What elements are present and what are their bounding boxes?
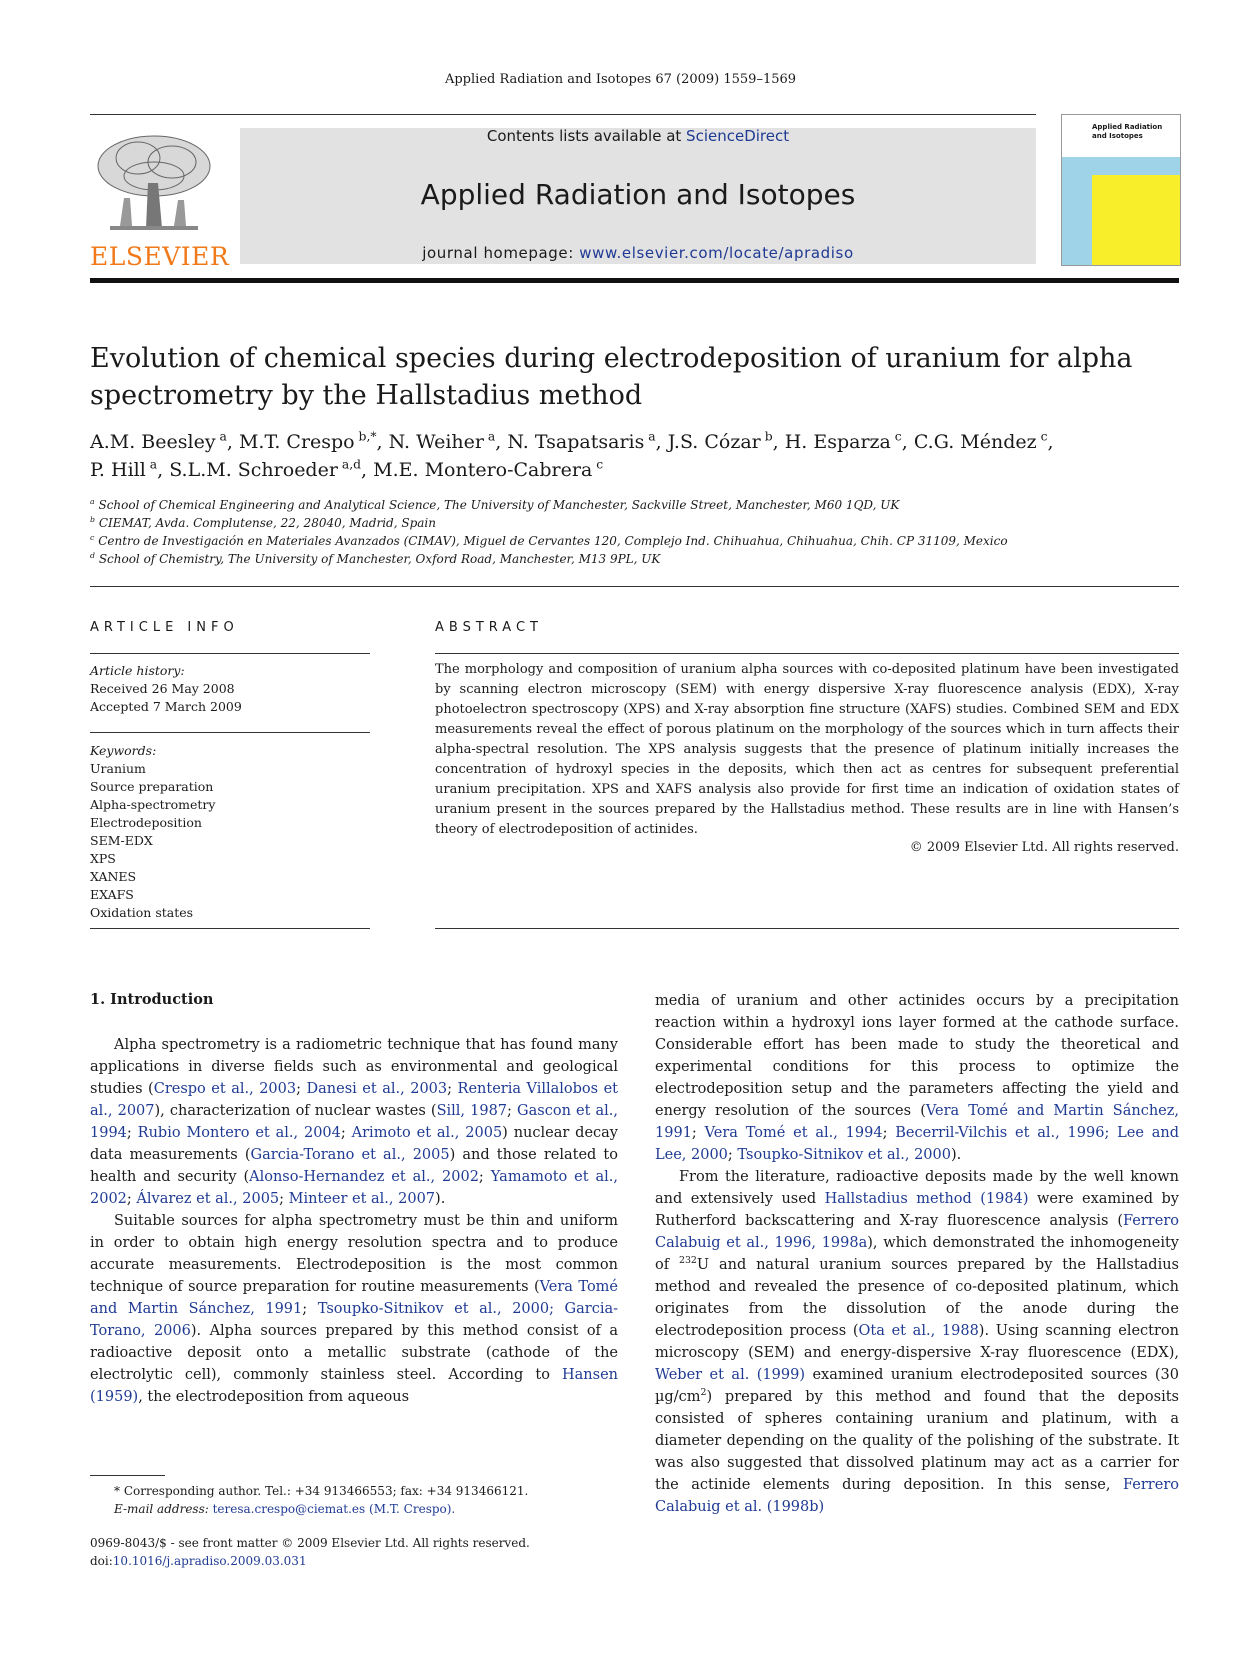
author-affiliation-mark: a	[215, 429, 227, 444]
body-text: ;	[447, 1081, 458, 1097]
author-separator: ,	[157, 459, 170, 481]
cover-band	[1092, 157, 1180, 175]
history-label: Article history:	[90, 663, 185, 678]
author-name: P. Hill	[90, 459, 146, 481]
author-separator: ,	[495, 431, 508, 453]
body-text: ;	[882, 1125, 896, 1141]
body-text: ;	[296, 1081, 307, 1097]
homepage-link[interactable]: www.elsevier.com/locate/apradiso	[579, 244, 854, 262]
email-link[interactable]: teresa.crespo@ciemat.es	[212, 1502, 366, 1516]
body-text: , the electrodeposition from aqueous	[138, 1389, 410, 1405]
keyword-item: Alpha-spectrometry	[90, 797, 216, 812]
citation-link[interactable]: Arimoto et al., 2005	[351, 1125, 503, 1141]
body-text: ;	[478, 1169, 491, 1185]
citation-link[interactable]: Sill, 1987	[436, 1103, 508, 1119]
author-list	[90, 428, 1190, 484]
body-column-right	[655, 990, 1179, 1518]
citation-link[interactable]: Tsoupko-Sitnikov et al., 2000; Garcia-Torano, 2006	[90, 1301, 618, 1339]
author-affiliation-mark: c	[1036, 429, 1048, 444]
keyword-item: Oxidation states	[90, 905, 194, 920]
author-name: J.S. Cózar	[667, 431, 761, 453]
affiliation-line	[90, 532, 1190, 550]
body-text: ;	[507, 1103, 518, 1119]
cover-title: Applied Radiation and Isotopes	[1092, 123, 1163, 140]
keywords-block	[90, 742, 380, 922]
author-separator: ,	[226, 431, 239, 453]
journal-cover	[1061, 114, 1181, 266]
body-paragraph	[90, 1210, 618, 1408]
citation-link[interactable]: Weber et al. (1999)	[655, 1367, 805, 1383]
citation-link[interactable]: Minteer et al., 2007	[288, 1191, 436, 1207]
affiliation-text: School of Chemical Engineering and Analytical Science, The University of Manchester, Sackville Street, Manchester, M60 1QD, UK	[94, 498, 900, 512]
received-date: Received 26 May 2008	[90, 681, 235, 696]
body-paragraph	[655, 1166, 1179, 1518]
author-affiliation-mark: a,d	[337, 457, 362, 472]
body-text: ). Using scanning electron microscopy (SEM) and energy-dispersive X-ray fluorescence (EDX),	[655, 1323, 1179, 1361]
front-matter-text: 0969-8043/$ - see front matter © 2009 Elsevier Ltd. All rights reserved.	[90, 1536, 530, 1550]
citation-link[interactable]: Crespo et al., 2003	[153, 1081, 297, 1097]
citation-link[interactable]: Hansen (1959)	[90, 1367, 618, 1405]
cover-left-panel	[1062, 157, 1092, 265]
citation-link[interactable]: Vera Tomé et al., 1994	[704, 1125, 883, 1141]
affiliation-text: CIEMAT, Avda. Complutense, 22, 28040, Madrid, Spain	[95, 516, 436, 530]
author-name: M.E. Montero-Cabrera	[373, 459, 593, 481]
body-text: ;	[340, 1125, 352, 1141]
affiliation-line	[90, 514, 1190, 532]
body-text: ).	[950, 1147, 962, 1163]
citation-link[interactable]: Becerril-Vilchis et al., 1996; Lee and Lee, 2000	[655, 1125, 1180, 1163]
body-text: media of uranium and other actinides occurs by a precipitation reaction within a hydroxyl ions layer formed at the cathode surface. Considerable effort has been made to study the theoretical and experimental conditions for this process to optimize the electrodeposition setup and the parameters affecting the yield and energy resolution of the sources (	[655, 993, 1179, 1119]
citation-link[interactable]: Tsoupko-Sitnikov et al., 2000	[737, 1147, 951, 1163]
keyword-item: Electrodeposition	[90, 815, 202, 830]
superscript: 232	[678, 1255, 697, 1267]
corresponding-author: * Corresponding author. Tel.: +34 913466553; fax: +34 913466121.	[114, 1484, 529, 1498]
contents-line	[240, 127, 1036, 145]
abstract-text: The morphology and composition of uranium alpha sources with co-deposited platinum have been investigated by scanning electron microscopy (SEM) with energy dispersive X-ray fluorescence analysis (EDX), X-ray photoelectron spectroscopy (XPS) and X-ray absorption fine structure (XAFS) studies. Combined SEM and EDX measurements reveal the effect of porous platinum on the morphology of the sources which in turn affects their alpha-spectral resolution. The XPS analysis suggests that the presence of platinum initially increases the concentration of hydroxyl species in the deposits, which then act as centres for subsequent preferential uranium precipitation. XPS and XAFS analysis also provide for first time an indication of oxidation states of uranium present in the sources prepared by the Hallstadius method. These results are in line with Hansen’s theory of electrodeposition of actinides.	[435, 662, 1179, 837]
author-affiliation-mark: c	[890, 429, 902, 444]
author-name: S.L.M. Schroeder	[169, 459, 338, 481]
author-separator: ,	[376, 431, 389, 453]
elsevier-wordmark: ELSEVIER	[90, 242, 230, 271]
email-name: (M.T. Crespo).	[365, 1502, 456, 1516]
superscript: 2	[700, 1387, 707, 1399]
sciencedirect-link[interactable]: ScienceDirect	[686, 127, 790, 145]
body-text: ) and those related to health and security (	[90, 1147, 618, 1185]
citation-link[interactable]: Vera Tomé and Martin Sánchez, 1991	[90, 1279, 619, 1317]
author-affiliation-mark: a	[644, 429, 656, 444]
accepted-date: Accepted 7 March 2009	[90, 699, 242, 714]
body-paragraph	[90, 1034, 618, 1210]
citation-link[interactable]: Rubio Montero et al., 2004	[137, 1125, 341, 1141]
body-text: Alpha spectrometry is a radiometric technique that has found many applications in diverse fields such as environmental and geological studies (	[90, 1037, 618, 1097]
affiliation-key: a	[90, 497, 95, 506]
citation-link[interactable]: Gascon et al., 1994	[90, 1103, 619, 1141]
citation-link[interactable]: Hallstadius method (1984)	[824, 1191, 1029, 1207]
body-text: ), characterization of nuclear wastes (	[154, 1103, 437, 1119]
body-text: ;	[279, 1191, 289, 1207]
affiliation-text: School of Chemistry, The University of Manchester, Oxford Road, Manchester, M13 9PL, UK	[95, 552, 661, 566]
article-info-heading: ARTICLE INFO	[90, 620, 239, 635]
contents-prefix: Contents lists available at	[486, 127, 687, 145]
body-text: ).	[435, 1191, 446, 1207]
doi-prefix: doi:	[90, 1554, 113, 1568]
homepage-prefix: journal homepage:	[422, 244, 580, 262]
header-thick-rule	[90, 278, 1179, 283]
cover-yellow-panel	[1092, 175, 1180, 265]
author-name: N. Tsapatsaris	[507, 431, 645, 453]
body-text: U and natural uranium sources prepared by the Hallstadius method and revealed the presence of co-deposited platinum, which originates from the dissolution of the anode during the electrodeposition process (	[655, 1257, 1179, 1339]
running-head: Applied Radiation and Isotopes 67 (2009) 1559–1569	[444, 72, 797, 87]
affiliation-text: Centro de Investigación en Materiales Avanzados (CIMAV), Miguel de Cervantes 120, Complejo Ind. Chihuahua, Chihuahua, Chih. CP 31109, Mexico	[94, 534, 1008, 548]
body-text: ;	[727, 1147, 738, 1163]
body-text: From the literature, radioactive deposits made by the well known and extensively used	[655, 1169, 1179, 1207]
body-text: ). Alpha sources prepared by this method consist of a radioactive deposit onto a metallic substrate (cathode of the electrolytic cell), commonly stainless steel. According to	[90, 1323, 618, 1383]
author-separator: ,	[901, 431, 914, 453]
doi-line	[90, 1552, 630, 1570]
author-separator: ,	[655, 431, 668, 453]
doi-link[interactable]: 10.1016/j.apradiso.2009.03.031	[112, 1554, 307, 1568]
article-info-rule-mid	[90, 732, 370, 733]
affiliation-list	[90, 496, 1190, 568]
body-text: ;	[126, 1191, 137, 1207]
header-rule	[90, 114, 1036, 115]
article-title: Evolution of chemical species during electrodeposition of uranium for alpha spectrometry by the Hallstadius method	[90, 343, 1133, 411]
citation-link[interactable]: Garcia-Torano et al., 2005	[250, 1147, 450, 1163]
author-separator: ,	[772, 431, 785, 453]
article-info-rule-top	[90, 653, 370, 654]
journal-title: Applied Radiation and Isotopes	[420, 178, 856, 211]
citation-link[interactable]: Vera Tomé and Martin Sánchez, 1991	[655, 1103, 1179, 1141]
affiliation-key: c	[90, 533, 95, 542]
front-matter	[90, 1534, 630, 1570]
body-text: ) nuclear decay data measurements (	[90, 1125, 618, 1163]
abstract-rule-bottom	[435, 928, 1179, 929]
author-separator: ,	[361, 459, 374, 481]
article-info-rule-bottom	[90, 928, 370, 929]
keywords-list	[90, 760, 380, 922]
corresponding-footnote	[90, 1482, 630, 1518]
abstract-rule-top	[435, 653, 1179, 654]
keyword-item: EXAFS	[90, 887, 134, 902]
author-affiliation-mark: a	[484, 429, 496, 444]
affiliation-line	[90, 496, 1190, 514]
citation-link[interactable]: Ferrero Calabuig et al., 1996, 1998a	[655, 1213, 1179, 1251]
citation-link[interactable]: Álvarez et al., 2005	[136, 1191, 280, 1207]
email-line	[90, 1500, 630, 1518]
body-text: ) prepared by this method and found that the deposits consisted of spheres containing uranium and platinum, with a diameter depending on the quality of the polishing of the substrate. It was also suggested that dissolved platinum may act as a carrier for the actinide elements during deposition. In this sense,	[655, 1389, 1179, 1493]
body-column-left	[90, 1034, 618, 1408]
affiliation-key: b	[90, 515, 95, 524]
body-paragraph	[655, 990, 1179, 1166]
keyword-item: SEM-EDX	[90, 833, 153, 848]
author-affiliation-mark: c	[592, 457, 604, 472]
body-text: examined uranium electrodeposited sources (30 µg/cm	[655, 1367, 1179, 1405]
author-name: C.G. Méndez	[913, 431, 1037, 453]
citation-link[interactable]: Renteria Villalobos et al., 2007	[90, 1081, 619, 1119]
body-text: were examined by Rutherford backscattering and X-ray fluorescence analysis (	[655, 1191, 1179, 1229]
author-affiliation-mark: b,*	[354, 429, 377, 444]
citation-link[interactable]: Ota et al., 1988	[858, 1323, 979, 1339]
keyword-item: XANES	[90, 869, 137, 884]
author-name: N. Weiher	[388, 431, 484, 453]
body-text: Suitable sources for alpha spectrometry must be thin and uniform in order to obtain high energy resolution spectra and to produce accurate measurements. Electrodeposition is the most common technique of source preparation for routine measurements (	[90, 1213, 618, 1295]
author-name: H. Esparza	[784, 431, 891, 453]
author-separator: ,	[1047, 431, 1054, 453]
author-affiliation-mark: a	[145, 457, 158, 472]
email-label: E-mail address:	[114, 1502, 213, 1516]
body-text: ;	[691, 1125, 705, 1141]
abstract-heading: ABSTRACT	[435, 620, 543, 635]
citation-link[interactable]: Yamamoto et al., 2002	[90, 1169, 619, 1207]
section-heading-introduction: 1. Introduction	[90, 991, 214, 1008]
body-text: ;	[302, 1301, 318, 1317]
keyword-item: Source preparation	[90, 779, 214, 794]
keywords-label: Keywords:	[90, 743, 157, 758]
citation-link[interactable]: Alonso-Hernandez et al., 2002	[249, 1169, 479, 1185]
body-text: ), which demonstrated the inhomogeneity of	[655, 1235, 1179, 1273]
author-affiliation-mark: b	[760, 429, 773, 444]
citation-link[interactable]: Ferrero Calabuig et al. (1998b)	[655, 1477, 1179, 1515]
affiliation-key: d	[90, 551, 95, 560]
author-name: M.T. Crespo	[238, 431, 355, 453]
footnote-rule	[90, 1475, 165, 1476]
keyword-item: XPS	[90, 851, 116, 866]
abstract-copyright: © 2009 Elsevier Ltd. All rights reserved.	[909, 840, 1179, 855]
author-name: A.M. Beesley	[90, 431, 216, 453]
article-history	[90, 662, 380, 716]
keyword-item: Uranium	[90, 761, 146, 776]
homepage-line	[240, 244, 1036, 262]
affiliation-line	[90, 550, 1190, 568]
body-text: ;	[126, 1125, 138, 1141]
title-rule	[90, 586, 1179, 587]
citation-link[interactable]: Danesi et al., 2003	[306, 1081, 448, 1097]
